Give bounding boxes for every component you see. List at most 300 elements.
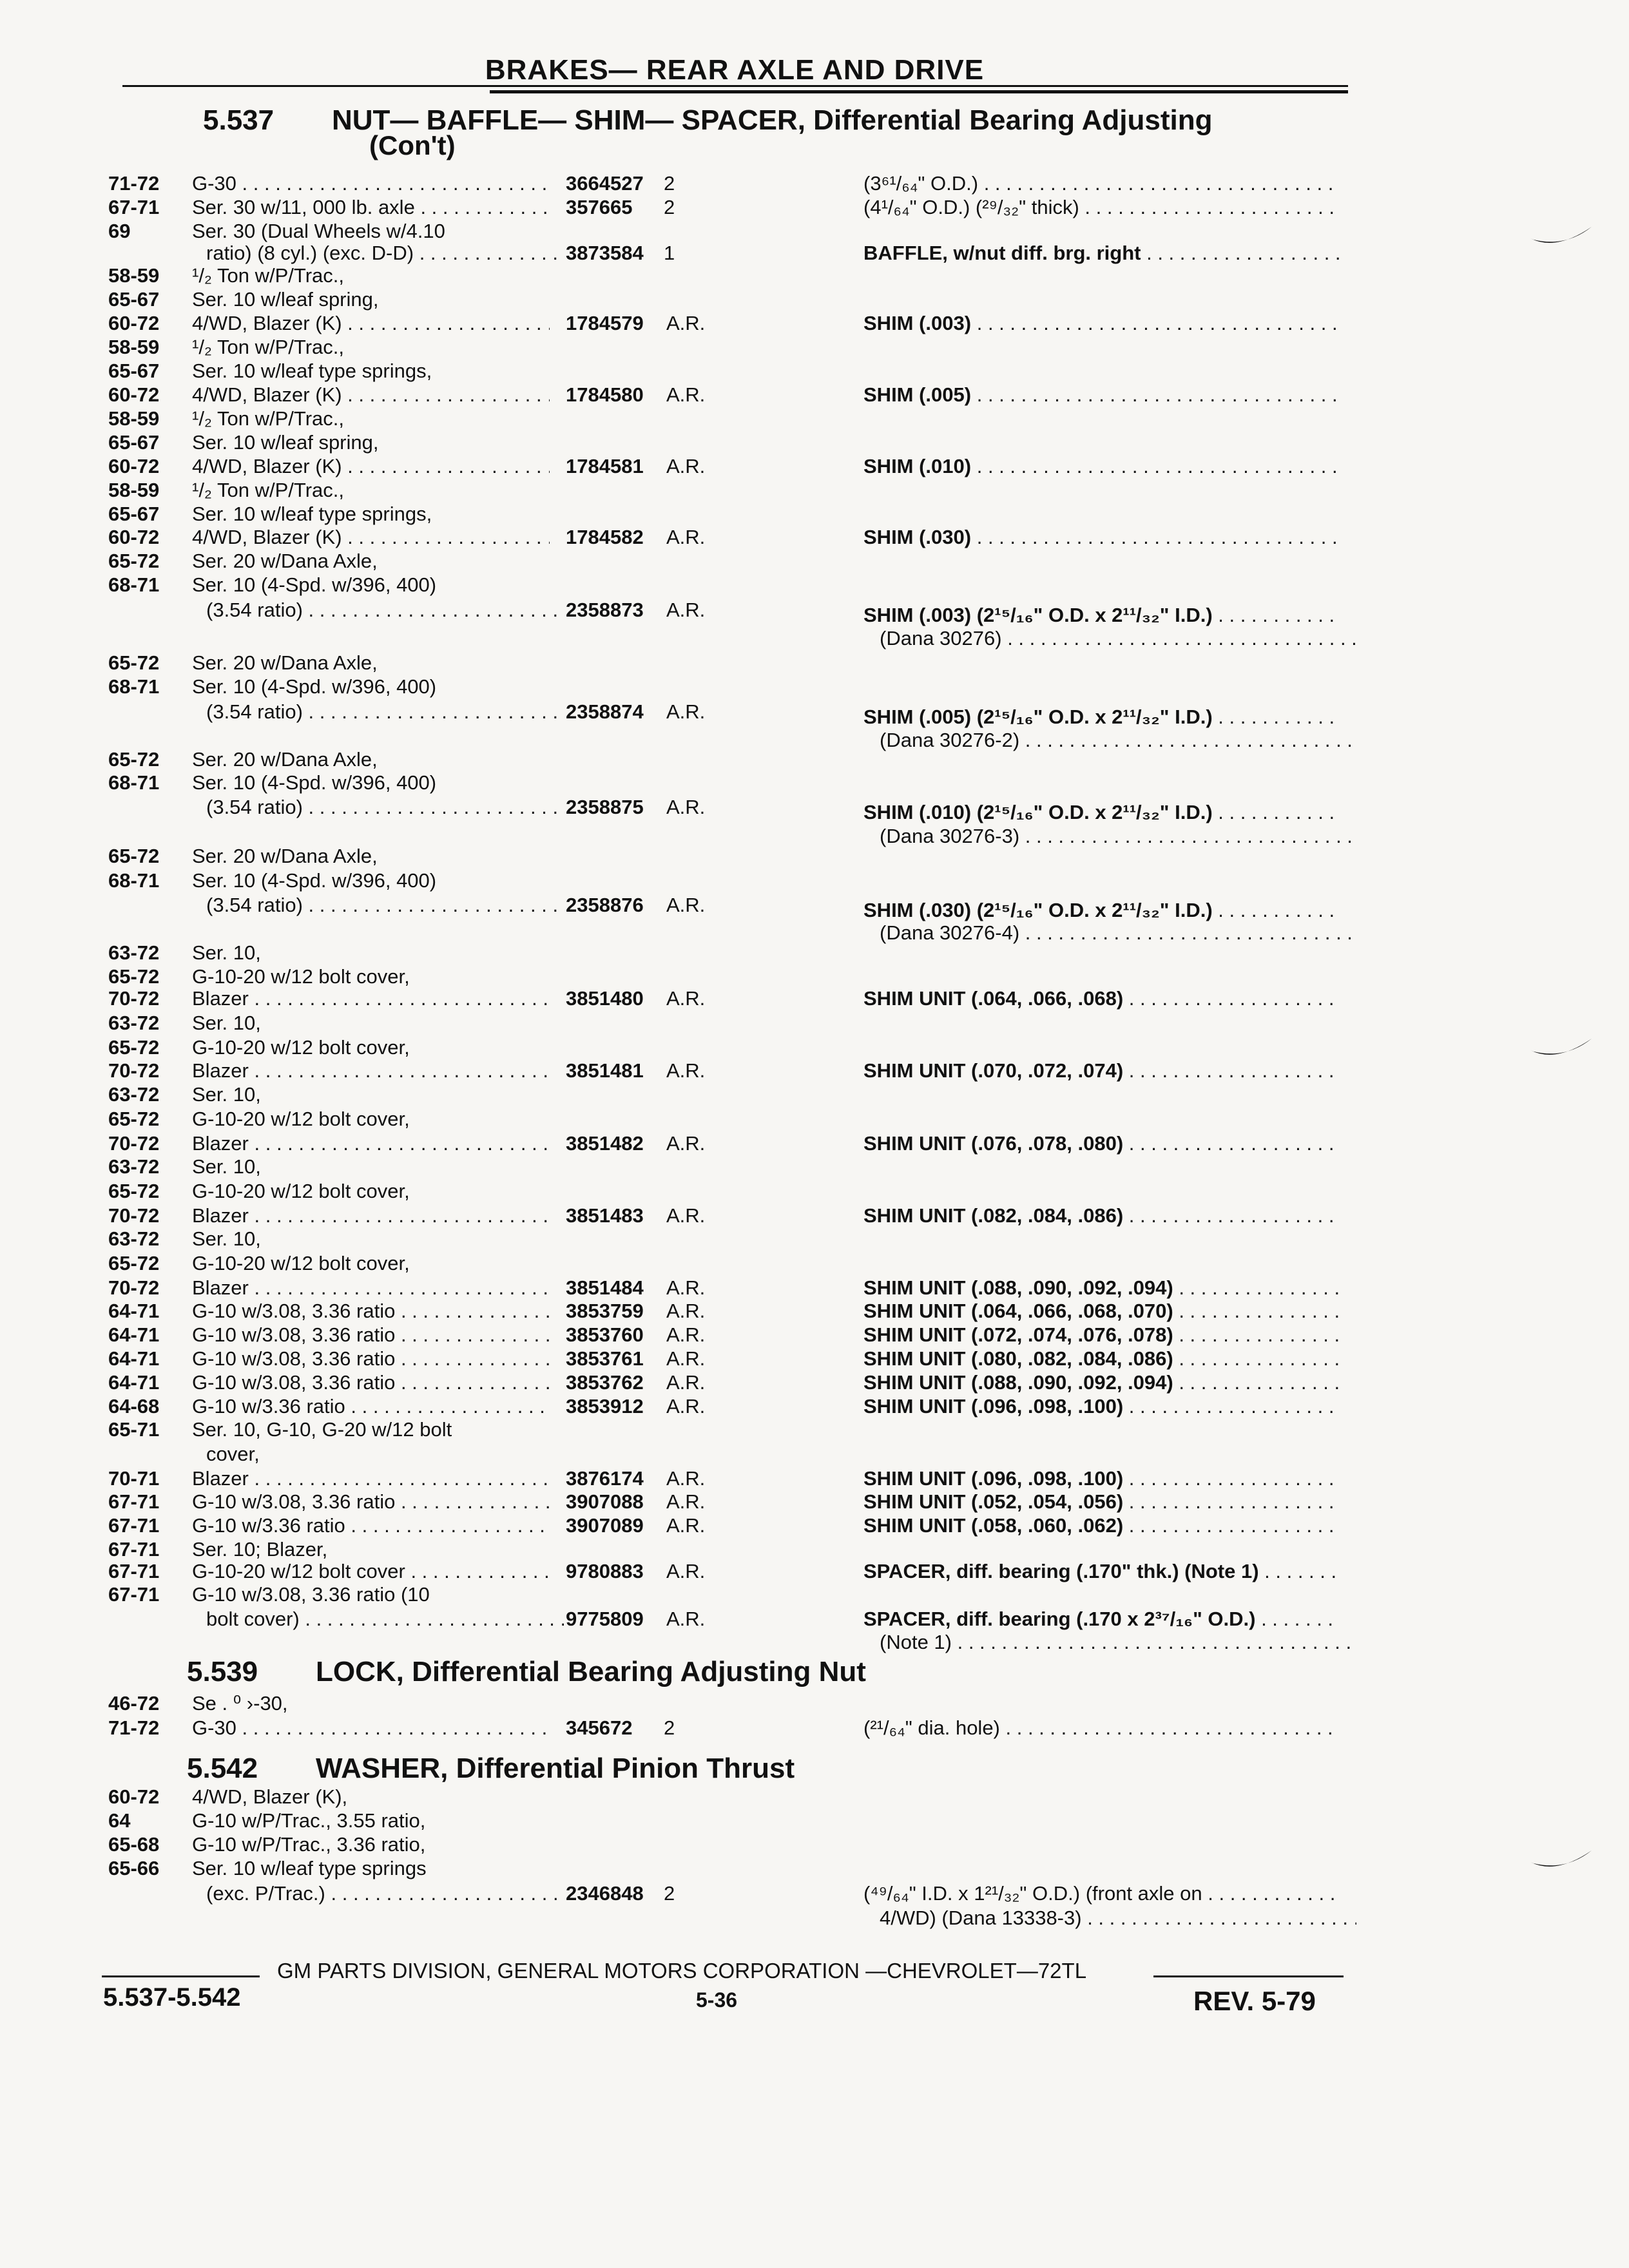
table-row	[0, 1227, 1629, 1251]
quantity: A.R.	[666, 1204, 706, 1227]
table-row	[0, 1299, 1629, 1323]
table-row	[0, 264, 1629, 288]
description: SHIM UNIT (.064, .066, .068, .070) . . .	[863, 1299, 1340, 1323]
table-row	[0, 195, 1629, 220]
table-row	[0, 675, 1629, 699]
model-years: 67-71	[108, 1514, 160, 1537]
part-number: 3851481	[566, 1059, 644, 1082]
description: (Dana 30276-3) . . .	[880, 824, 1356, 849]
model-years: 70-72	[108, 1059, 160, 1082]
application: Ser. 30 w/11, 000 lb. axle . . .	[192, 195, 550, 220]
footer-rule-left	[102, 1975, 260, 1977]
section-number: 5.542	[187, 1753, 258, 1784]
table-row	[0, 219, 1629, 244]
model-years: 46-72	[108, 1692, 160, 1715]
description: SPACER, diff. bearing (.170" thk.) (Note 1) . . .	[863, 1559, 1340, 1584]
application: G-10 w/3.08, 3.36 ratio . . .	[192, 1347, 550, 1371]
table-row	[0, 1906, 1629, 1930]
model-years: 67-71	[108, 1583, 160, 1606]
quantity: 2	[664, 172, 675, 195]
application: Blazer . . .	[192, 1059, 550, 1083]
application: 4/WD, Blazer (K) . . .	[192, 311, 550, 336]
table-row	[0, 1370, 1629, 1395]
table-row	[0, 549, 1629, 573]
application: Blazer . . .	[192, 1131, 550, 1156]
model-years: 67-71	[108, 1560, 160, 1582]
application: 4/WD, Blazer (K),	[192, 1785, 348, 1808]
table-row	[0, 287, 1629, 312]
part-number: 357665	[566, 196, 633, 218]
quantity: A.R.	[666, 1132, 706, 1155]
application: (exc. P/Trac.) . . .	[192, 1881, 564, 1906]
model-years: 65-67	[108, 431, 160, 454]
application: G-10 w/3.08, 3.36 ratio . . .	[192, 1370, 550, 1395]
table-row	[0, 1716, 1629, 1740]
table-row	[0, 771, 1629, 795]
application: G-10-20 w/12 bolt cover,	[192, 1108, 410, 1130]
description: SHIM (.003) (2¹⁵/₁₆" O.D. x 2¹¹/₃₂" I.D.) . . .	[863, 603, 1340, 628]
table-row	[0, 1418, 1629, 1442]
table-row	[0, 1607, 1629, 1631]
section-5542	[187, 1753, 795, 1785]
model-years: 65-67	[108, 360, 160, 382]
table-row	[0, 1559, 1629, 1584]
quantity: A.R.	[666, 1276, 706, 1299]
part-number: 3876174	[566, 1467, 644, 1490]
part-number: 3907089	[566, 1514, 644, 1537]
description: SHIM UNIT (.058, .060, .062) . . .	[863, 1514, 1340, 1538]
model-years: 60-72	[108, 1785, 160, 1808]
description: SHIM UNIT (.088, .090, .092, .094) . . .	[863, 1370, 1340, 1395]
quantity: 2	[664, 1716, 675, 1739]
table-row	[0, 986, 1629, 1011]
model-years: 64-71	[108, 1300, 160, 1322]
part-number: 3853759	[566, 1300, 644, 1322]
application: G-10-20 w/12 bolt cover,	[192, 1180, 410, 1202]
table-row	[0, 311, 1629, 336]
model-years: 65-72	[108, 1180, 160, 1202]
part-number: 3853912	[566, 1395, 644, 1418]
application: G-10-20 w/12 bolt cover . . .	[192, 1559, 550, 1584]
model-years: 65-72	[108, 550, 160, 572]
section-continued: (Con't)	[369, 130, 456, 160]
description: (Note 1) . . .	[880, 1630, 1356, 1655]
table-row	[0, 1691, 1629, 1716]
part-number: 3851484	[566, 1276, 644, 1299]
quantity: 1	[664, 242, 675, 264]
description: SHIM (.003) . . .	[863, 311, 1340, 336]
model-years: 65-72	[108, 845, 160, 867]
part-number: 3907088	[566, 1490, 644, 1513]
part-number: 2358873	[566, 599, 644, 621]
table-row	[0, 1832, 1629, 1857]
table-row	[0, 1490, 1629, 1514]
model-years: 70-72	[108, 1204, 160, 1227]
application: Ser. 20 w/Dana Axle,	[192, 748, 378, 771]
part-number: 2358875	[566, 796, 644, 818]
part-number: 345672	[566, 1716, 633, 1739]
part-number: 3851482	[566, 1132, 644, 1155]
model-years: 65-72	[108, 651, 160, 674]
table-row	[0, 598, 1629, 626]
table-row	[0, 573, 1629, 597]
model-years: 65-71	[108, 1418, 160, 1441]
model-years: 63-72	[108, 1227, 160, 1250]
application: Ser. 20 w/Dana Axle,	[192, 651, 378, 674]
table-row	[0, 1059, 1629, 1083]
binder-tab-mark-icon	[1527, 1843, 1598, 1881]
table-row	[0, 869, 1629, 893]
application: Ser. 10 (4-Spd. w/396, 400)	[192, 869, 437, 892]
quantity: 2	[664, 1882, 675, 1905]
part-number: 3853761	[566, 1347, 644, 1370]
table-row	[0, 1107, 1629, 1131]
section-title: LOCK, Differential Bearing Adjusting Nut	[316, 1656, 866, 1687]
description: (Dana 30276) . . .	[880, 626, 1356, 651]
description: (3⁶¹/₆₄" O.D.) . . .	[863, 171, 1340, 196]
table-row	[0, 1155, 1629, 1179]
section-5537-cont	[369, 130, 456, 161]
section-title: NUT— BAFFLE— SHIM— SPACER, Differential Bearing Adjusting	[332, 104, 1213, 136]
quantity: A.R.	[666, 894, 706, 916]
table-row	[0, 1347, 1629, 1371]
part-number: 3851480	[566, 987, 644, 1010]
quantity: A.R.	[666, 1608, 706, 1630]
table-row	[0, 1035, 1629, 1060]
table-row	[0, 893, 1629, 921]
table-row	[0, 171, 1629, 196]
model-years: 70-72	[108, 987, 160, 1010]
model-years: 63-72	[108, 1012, 160, 1034]
application: Ser. 30 (Dual Wheels w/4.10	[192, 220, 445, 242]
application: Ser. 10,	[192, 1227, 261, 1250]
quantity: A.R.	[666, 987, 706, 1010]
application: (3.54 ratio) . . .	[192, 893, 564, 918]
application: G-10-20 w/12 bolt cover,	[192, 1036, 410, 1059]
section-5537	[203, 104, 1213, 137]
footer-rule-right	[1153, 1975, 1344, 1977]
application: ¹/₂ Ton w/P/Trac.,	[192, 336, 344, 358]
part-number: 1784582	[566, 526, 644, 548]
quantity: A.R.	[666, 1467, 706, 1490]
application: Ser. 10 (4-Spd. w/396, 400)	[192, 573, 437, 596]
application: G-30 . . .	[192, 1716, 550, 1740]
application: G-10 w/P/Trac., 3.55 ratio,	[192, 1809, 426, 1832]
application: Ser. 10 (4-Spd. w/396, 400)	[192, 771, 437, 794]
table-row	[0, 241, 1629, 265]
application: ¹/₂ Ton w/P/Trac.,	[192, 479, 344, 501]
model-years: 68-71	[108, 771, 160, 794]
application: G-10 w/3.08, 3.36 ratio . . .	[192, 1323, 550, 1347]
table-row	[0, 1131, 1629, 1156]
model-years: 67-71	[108, 1538, 160, 1561]
part-number: 2358874	[566, 700, 644, 723]
application: Ser. 10,	[192, 1155, 261, 1178]
application: Ser. 10 w/leaf spring,	[192, 288, 379, 311]
application: Ser. 10 w/leaf type springs	[192, 1857, 427, 1879]
description: SHIM UNIT (.072, .074, .076, .078) . . .	[863, 1323, 1340, 1347]
model-years: 64-71	[108, 1323, 160, 1346]
model-years: 67-71	[108, 196, 160, 218]
model-years: 69	[108, 220, 131, 242]
model-years: 60-72	[108, 383, 160, 406]
model-years: 63-72	[108, 941, 160, 964]
part-number: 1784579	[566, 312, 644, 334]
table-row	[0, 478, 1629, 503]
description: SHIM (.010) (2¹⁵/₁₆" O.D. x 2¹¹/₃₂" I.D.) . . .	[863, 800, 1340, 825]
application: G-10 w/3.36 ratio . . .	[192, 1514, 550, 1538]
model-years: 71-72	[108, 172, 160, 195]
part-number: 3853762	[566, 1371, 644, 1394]
table-row	[0, 1276, 1629, 1300]
application: Ser. 20 w/Dana Axle,	[192, 550, 378, 572]
application: G-10-20 w/12 bolt cover,	[192, 965, 410, 988]
binder-tab-mark-icon	[1527, 1031, 1598, 1070]
quantity: A.R.	[666, 455, 706, 477]
application: Blazer . . .	[192, 986, 550, 1011]
binder-tab-mark-icon	[1527, 219, 1598, 258]
table-row	[0, 335, 1629, 360]
section-5539	[187, 1656, 866, 1688]
quantity: A.R.	[666, 1490, 706, 1513]
application: G-10 w/3.08, 3.36 ratio (10	[192, 1583, 430, 1606]
quantity: A.R.	[666, 1059, 706, 1082]
application: (3.54 ratio) . . .	[192, 598, 564, 622]
model-years: 68-71	[108, 675, 160, 698]
application: G-10 w/P/Trac., 3.36 ratio,	[192, 1833, 426, 1856]
model-years: 58-59	[108, 264, 160, 287]
model-years: 65-72	[108, 965, 160, 988]
application: 4/WD, Blazer (K) . . .	[192, 383, 550, 407]
table-row	[0, 844, 1629, 869]
model-years: 65-67	[108, 288, 160, 311]
page-header: BRAKES— REAR AXLE AND DRIVE	[485, 54, 985, 86]
application: Ser. 10 w/leaf type springs,	[192, 503, 432, 525]
table-row	[0, 941, 1629, 965]
footer-revision: REV. 5-79	[1193, 1986, 1316, 2016]
table-row	[0, 1785, 1629, 1809]
model-years: 64	[108, 1809, 131, 1832]
quantity: A.R.	[666, 383, 706, 406]
application: G-10 w/3.08, 3.36 ratio . . .	[192, 1490, 550, 1514]
table-row	[0, 502, 1629, 526]
model-years: 68-71	[108, 573, 160, 596]
application: ¹/₂ Ton w/P/Trac.,	[192, 407, 344, 430]
part-number: 3851483	[566, 1204, 644, 1227]
quantity: A.R.	[666, 312, 706, 334]
table-row	[0, 1582, 1629, 1607]
description: (Dana 30276-4) . . .	[880, 921, 1356, 945]
application: ¹/₂ Ton w/P/Trac.,	[192, 264, 344, 287]
table-row	[0, 1204, 1629, 1228]
description: (Dana 30276-2) . . .	[880, 728, 1356, 753]
footer-page-number: 5-36	[696, 1988, 738, 2012]
application: (3.54 ratio) . . .	[192, 795, 564, 820]
table-row	[0, 822, 1629, 846]
table-row	[0, 1011, 1629, 1035]
table-row	[0, 454, 1629, 479]
description: SHIM UNIT (.052, .054, .056) . . .	[863, 1490, 1340, 1514]
table-row	[0, 525, 1629, 550]
description: SHIM UNIT (.076, .078, .080) . . .	[863, 1131, 1340, 1156]
model-years: 70-71	[108, 1467, 160, 1490]
model-years: 64-71	[108, 1371, 160, 1394]
table-row	[0, 1082, 1629, 1107]
table-row	[0, 747, 1629, 772]
table-row	[0, 1323, 1629, 1347]
application: Ser. 10 (4-Spd. w/396, 400)	[192, 675, 437, 698]
model-years: 64-68	[108, 1395, 160, 1418]
part-number: 9780883	[566, 1560, 644, 1582]
table-row	[0, 1809, 1629, 1833]
description: SHIM UNIT (.064, .066, .068) . . .	[863, 986, 1340, 1011]
description: SHIM (.030) . . .	[863, 525, 1340, 550]
description: SHIM (.010) . . .	[863, 454, 1340, 479]
application: Ser. 10; Blazer,	[192, 1538, 328, 1561]
description: BAFFLE, w/nut diff. brg. right . . .	[863, 241, 1340, 265]
table-row	[0, 624, 1629, 648]
application: 4/WD, Blazer (K) . . .	[192, 525, 550, 550]
model-years: 70-72	[108, 1132, 160, 1155]
part-number: 3873584	[566, 242, 644, 264]
application: Blazer . . .	[192, 1466, 550, 1491]
application: Blazer . . .	[192, 1204, 550, 1228]
quantity: A.R.	[666, 526, 706, 548]
part-number: 3664527	[566, 172, 644, 195]
model-years: 60-72	[108, 455, 160, 477]
application: Ser. 10, G-10, G-20 w/12 bolt	[192, 1418, 452, 1441]
application: 4/WD, Blazer (K) . . .	[192, 454, 550, 479]
description: SPACER, diff. bearing (.170 x 2³⁷/₁₆" O.D.) . . .	[863, 1607, 1340, 1631]
table-row	[0, 1179, 1629, 1204]
description: SHIM UNIT (.080, .082, .084, .086) . . .	[863, 1347, 1340, 1371]
model-years: 68-71	[108, 869, 160, 892]
quantity: 2	[664, 196, 675, 218]
description: SHIM UNIT (.082, .084, .086) . . .	[863, 1204, 1340, 1228]
application: G-10 w/3.36 ratio . . .	[192, 1394, 550, 1419]
table-row	[0, 1394, 1629, 1419]
description: SHIM (.005) . . .	[863, 383, 1340, 407]
model-years: 65-72	[108, 1252, 160, 1274]
footer-section-range: 5.537-5.542	[103, 1983, 241, 2012]
table-row	[0, 407, 1629, 431]
table-row	[0, 359, 1629, 383]
application: Ser. 20 w/Dana Axle,	[192, 845, 378, 867]
description: SHIM UNIT (.096, .098, .100) . . .	[863, 1466, 1340, 1491]
application: ratio) (8 cyl.) (exc. D-D) . . .	[192, 241, 564, 265]
application: Ser. 10,	[192, 1012, 261, 1034]
model-years: 63-72	[108, 1083, 160, 1106]
application: (3.54 ratio) . . .	[192, 700, 564, 724]
quantity: A.R.	[666, 700, 706, 723]
footer-publisher: GM PARTS DIVISION, GENERAL MOTORS CORPORATION —CHEVROLET—72TL	[277, 1959, 1087, 1983]
table-row	[0, 1466, 1629, 1491]
application: Ser. 10 w/leaf spring,	[192, 431, 379, 454]
model-years: 65-72	[108, 1108, 160, 1130]
table-row	[0, 700, 1629, 728]
description: SHIM UNIT (.096, .098, .100) . . .	[863, 1394, 1340, 1419]
quantity: A.R.	[666, 1371, 706, 1394]
model-years: 58-59	[108, 336, 160, 358]
application: G-30 . . .	[192, 171, 550, 196]
table-row	[0, 1856, 1629, 1881]
model-years: 60-72	[108, 526, 160, 548]
part-number: 2358876	[566, 894, 644, 916]
quantity: A.R.	[666, 1514, 706, 1537]
application: Se . ⁰ ›-30,	[192, 1692, 288, 1715]
application: G-10-20 w/12 bolt cover,	[192, 1252, 410, 1274]
model-years: 70-72	[108, 1276, 160, 1299]
table-row	[0, 1442, 1629, 1466]
table-row	[0, 965, 1629, 989]
model-years: 65-72	[108, 1036, 160, 1059]
application: bolt cover) . . .	[192, 1607, 564, 1631]
model-years: 65-66	[108, 1857, 160, 1879]
description: 4/WD) (Dana 13338-3) . . .	[880, 1906, 1356, 1930]
quantity: A.R.	[666, 1347, 706, 1370]
part-number: 1784580	[566, 383, 644, 406]
section-number: 5.539	[187, 1656, 258, 1687]
table-row	[0, 1537, 1629, 1562]
table-row	[0, 1881, 1629, 1906]
table-row	[0, 1251, 1629, 1276]
quantity: A.R.	[666, 1560, 706, 1582]
table-row	[0, 1630, 1629, 1655]
part-number: 1784581	[566, 455, 644, 477]
quantity: A.R.	[666, 1300, 706, 1322]
model-years: 63-72	[108, 1155, 160, 1178]
quantity: A.R.	[666, 599, 706, 621]
application: cover,	[206, 1443, 260, 1465]
model-years: 58-59	[108, 407, 160, 430]
application: Ser. 10,	[192, 1083, 261, 1106]
table-row	[0, 1514, 1629, 1538]
model-years: 65-67	[108, 503, 160, 525]
description: SHIM UNIT (.070, .072, .074) . . .	[863, 1059, 1340, 1083]
description: SHIM UNIT (.088, .090, .092, .094) . . .	[863, 1276, 1340, 1300]
application: Blazer . . .	[192, 1276, 550, 1300]
description: (²¹/₆₄" dia. hole) . . .	[863, 1716, 1340, 1740]
description: (4¹/₆₄" O.D.) (²⁹/₃₂" thick) . . .	[863, 195, 1340, 220]
section-number: 5.537	[203, 104, 275, 136]
table-row	[0, 651, 1629, 675]
description: (⁴⁹/₆₄" I.D. x 1²¹/₃₂" O.D.) (front axle on . . .	[863, 1881, 1340, 1906]
application: Ser. 10,	[192, 941, 261, 964]
model-years: 64-71	[108, 1347, 160, 1370]
description: SHIM (.030) (2¹⁵/₁₆" O.D. x 2¹¹/₃₂" I.D.) . . .	[863, 898, 1340, 923]
application: Ser. 10 w/leaf type springs,	[192, 360, 432, 382]
table-row	[0, 918, 1629, 943]
model-years: 58-59	[108, 479, 160, 501]
model-years: 60-72	[108, 312, 160, 334]
table-row	[0, 383, 1629, 407]
section-title: WASHER, Differential Pinion Thrust	[316, 1753, 795, 1784]
top-rule-heavy	[490, 90, 1348, 93]
quantity: A.R.	[666, 1395, 706, 1418]
description: SHIM (.005) (2¹⁵/₁₆" O.D. x 2¹¹/₃₂" I.D.) . . .	[863, 705, 1340, 729]
model-years: 65-72	[108, 748, 160, 771]
application: G-10 w/3.08, 3.36 ratio . . .	[192, 1299, 550, 1323]
model-years: 67-71	[108, 1490, 160, 1513]
table-row	[0, 430, 1629, 455]
table-row	[0, 726, 1629, 750]
part-number: 2346848	[566, 1882, 644, 1905]
table-row	[0, 795, 1629, 823]
part-number: 9775809	[566, 1608, 644, 1630]
quantity: A.R.	[666, 796, 706, 818]
model-years: 71-72	[108, 1716, 160, 1739]
model-years: 65-68	[108, 1833, 160, 1856]
